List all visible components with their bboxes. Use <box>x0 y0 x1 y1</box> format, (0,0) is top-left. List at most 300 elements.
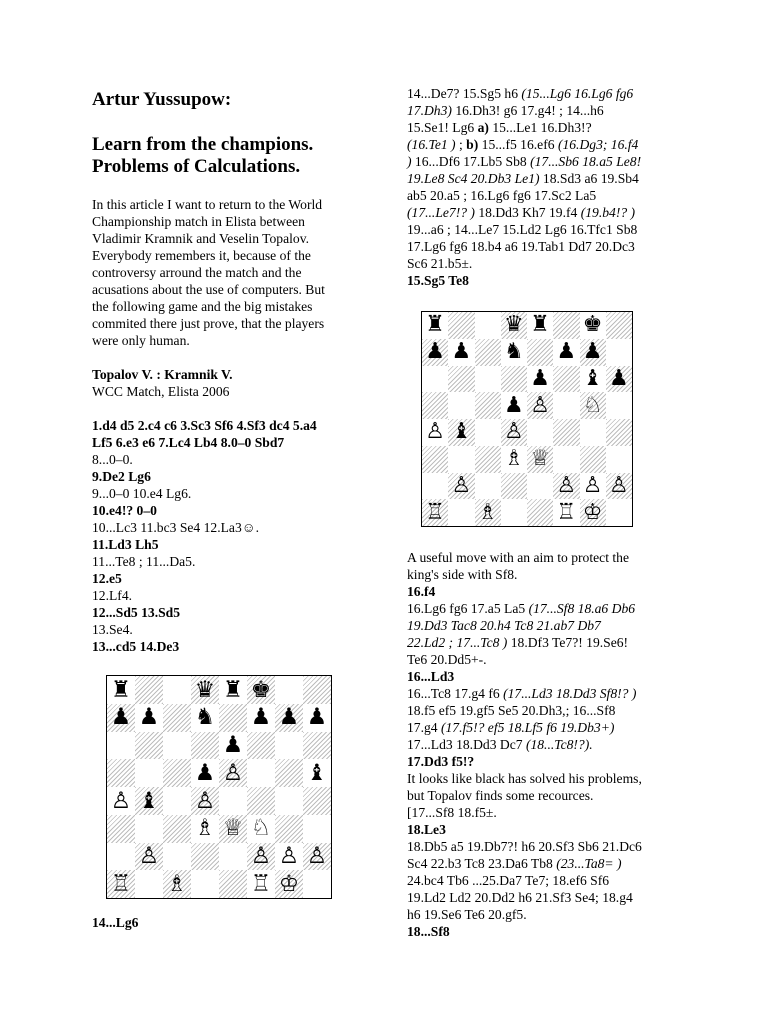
board-square <box>580 499 606 526</box>
white-queen-icon: ♕ <box>530 446 550 472</box>
annotation-line <box>407 153 641 170</box>
move-text-bold: b) <box>466 137 479 152</box>
white-bishop-icon: ♗ <box>166 870 188 897</box>
board-square <box>501 392 527 419</box>
annotation-line <box>407 238 641 255</box>
board-square <box>275 676 303 704</box>
main-move-line: 1.d4 d5 2.c4 c6 3.Sc3 Sf6 4.Sf3 dc4 5.a4 <box>92 418 317 433</box>
move-text-bold: 15.Sg5 Te8 <box>407 273 469 288</box>
board-square <box>219 843 247 871</box>
comment-text: 14...De7? 15.Sg5 h6 <box>407 86 522 101</box>
comment-text: h6 19.Se6 Te6 20.gf5. <box>407 907 527 922</box>
board-square <box>163 843 191 871</box>
annotation-line <box>407 136 641 153</box>
board-square <box>135 732 163 760</box>
white-rook-icon: ♖ <box>556 499 577 525</box>
board-square <box>107 815 135 843</box>
board-square <box>275 759 303 787</box>
comment-text: 16...Tc8 17.g4 f6 <box>407 686 504 701</box>
annotation-line <box>407 872 642 889</box>
author-heading: Artur Yussupow: <box>92 89 232 110</box>
annotation-line <box>407 549 642 566</box>
annotation-line <box>407 255 641 272</box>
board-square <box>107 787 135 815</box>
annotation-line <box>407 583 642 600</box>
board-square <box>247 759 275 787</box>
variation-text-italic: (17.f5!? ef5 18.Lf5 f6 19.Db3+) <box>440 720 615 735</box>
variation-text-italic: (17...Sb6 18.a5 Le8! <box>530 154 642 169</box>
board-square <box>247 676 275 704</box>
board-square <box>553 339 579 366</box>
white-rook-icon: ♖ <box>250 870 272 897</box>
board-square <box>163 787 191 815</box>
black-rook-icon: ♜ <box>530 312 550 338</box>
intro-paragraph <box>92 196 325 349</box>
black-bishop-icon: ♝ <box>582 365 603 391</box>
black-pawn-icon: ♟ <box>278 704 300 731</box>
white-pawn-icon: ♙ <box>530 392 550 418</box>
main-move-line: 11.Ld3 Lh5 <box>92 537 159 552</box>
white-pawn-icon: ♙ <box>110 787 132 814</box>
board-square <box>527 312 553 339</box>
comment-text: 17.g4 <box>407 720 441 735</box>
board-square <box>275 870 303 898</box>
intro-line: Championship match in Elista between <box>92 214 305 229</box>
variation-text-italic: 19.Le8 Sc4 20.Db3 Le1) <box>407 171 540 186</box>
board-square <box>219 815 247 843</box>
board-square <box>475 392 501 419</box>
annotation-line <box>407 600 642 617</box>
board-square <box>501 366 527 393</box>
board-square <box>553 392 579 419</box>
comment-text: 15...f5 16.ef6 <box>478 137 558 152</box>
board-square <box>580 312 606 339</box>
board-square <box>606 446 632 473</box>
chess-board-2 <box>421 311 633 527</box>
white-pawn-icon: ♙ <box>278 843 300 869</box>
board-square <box>580 392 606 419</box>
board-square <box>422 366 448 393</box>
board-square <box>303 759 331 787</box>
board-square <box>422 473 448 500</box>
annotation-line <box>407 855 642 872</box>
variation-line: 10...Lc3 11.bc3 Se4 12.La3☺. <box>92 520 260 535</box>
board-square <box>527 366 553 393</box>
white-rook-icon: ♖ <box>425 499 445 525</box>
variation-text-italic: (23...Ta8= ) <box>556 856 622 871</box>
intro-line: Vladimir Kramnik and Veselin Topalov. <box>92 231 310 246</box>
board-square <box>475 446 501 473</box>
white-king-icon: ♔ <box>278 870 300 897</box>
board-square <box>219 759 247 787</box>
board-square <box>501 419 527 446</box>
board-square <box>475 473 501 500</box>
black-pawn-icon: ♟ <box>222 732 244 758</box>
board-square <box>475 499 501 526</box>
board-square <box>422 419 448 446</box>
variation-text-italic: (17...Sf8 18.a6 Db6 <box>528 601 636 616</box>
variation-text-italic: ) <box>407 154 412 169</box>
white-pawn-icon: ♙ <box>504 419 524 445</box>
variation-line: 13.Se4. <box>92 622 133 637</box>
variation-text-italic: 22.Ld2 ; 17...Tc8 ) <box>407 635 508 650</box>
board-square <box>191 732 219 760</box>
variation-text-italic: (19.b4!? ) <box>580 205 636 220</box>
comment-text: [17...Sf8 18.f5±. <box>407 805 497 820</box>
board-square <box>303 676 331 704</box>
white-bishop-icon: ♗ <box>504 446 524 472</box>
board-square <box>448 446 474 473</box>
white-pawn-icon: ♙ <box>582 472 603 498</box>
game-players: Topalov V. : Kramnik V. <box>92 367 233 382</box>
annotation-block-top <box>407 85 641 289</box>
annotation-line <box>407 617 642 634</box>
board-square <box>303 732 331 760</box>
annotation-line <box>407 221 641 238</box>
board-square <box>553 312 579 339</box>
board-square <box>163 759 191 787</box>
board-square <box>247 787 275 815</box>
comment-text: 15.Se1! Lg6 <box>407 120 478 135</box>
comment-text: ab5 20.a5 ; 16.Lg6 fg6 17.Sc2 La5 <box>407 188 597 203</box>
board-square <box>247 870 275 898</box>
black-queen-icon: ♛ <box>504 312 524 338</box>
main-move-line: 13...cd5 14.De3 <box>92 639 180 654</box>
black-pawn-icon: ♟ <box>556 339 577 365</box>
annotation-line <box>407 804 642 821</box>
annotation-line <box>407 787 642 804</box>
board-square <box>527 499 553 526</box>
black-pawn-icon: ♟ <box>609 365 629 391</box>
comment-text: 16...Df6 17.Lb5 Sb8 <box>411 154 531 169</box>
annotation-line <box>407 651 642 668</box>
move-text-bold: 16...Ld3 <box>407 669 455 684</box>
variation-text-italic: 17.Dh3) <box>407 103 452 118</box>
board-square <box>219 870 247 898</box>
move-text-bold: 17.Dd3 f5!? <box>407 754 475 769</box>
variation-text-italic: (16.Dg3; 16.f4 <box>557 137 639 152</box>
comment-text: 19.Ld2 Ld2 20.Dd2 h6 21.Sf3 Se4; 18.g4 <box>407 890 633 905</box>
board-square <box>163 704 191 732</box>
board-square <box>247 843 275 871</box>
comment-text: 18.f5 ef5 19.gf5 Se5 20.Dh3,; 16...Sf8 <box>407 703 616 718</box>
board-square <box>422 312 448 339</box>
board-square <box>422 446 448 473</box>
main-move-line: Lf5 6.e3 e6 7.Lc4 Lb4 8.0–0 Sbd7 <box>92 435 285 450</box>
board-square <box>219 676 247 704</box>
black-bishop-icon: ♝ <box>451 419 472 445</box>
annotation-line <box>407 770 642 787</box>
black-bishop-icon: ♝ <box>306 759 328 786</box>
move-text-bold: a) <box>477 120 489 135</box>
variation-text-italic: 19.Dd3 Tac8 20.h4 Tc8 21.ab7 Db7 <box>407 618 601 633</box>
white-pawn-icon: ♙ <box>222 759 244 786</box>
board-square <box>191 870 219 898</box>
board-square <box>553 446 579 473</box>
board-square <box>247 704 275 732</box>
main-move-line: 12.e5 <box>92 571 122 586</box>
comment-text: It looks like black has solved his problems, <box>407 771 642 786</box>
board-square <box>422 499 448 526</box>
variation-text-italic: (16.Te1 ) <box>407 137 456 152</box>
black-knight-icon: ♞ <box>194 704 216 731</box>
board-square <box>606 419 632 446</box>
white-rook-icon: ♖ <box>110 870 132 897</box>
comment-text: 18.Dd3 Kh7 19.f4 <box>474 205 581 220</box>
board-square <box>163 815 191 843</box>
white-pawn-icon: ♙ <box>425 419 445 445</box>
game-event: WCC Match, Elista 2006 <box>92 384 230 399</box>
variation-line: 8...0–0. <box>92 452 133 467</box>
board-square <box>501 312 527 339</box>
board-square <box>606 499 632 526</box>
black-knight-icon: ♞ <box>504 339 524 365</box>
black-pawn-icon: ♟ <box>110 704 132 731</box>
board-square <box>475 312 501 339</box>
main-move-line: 12...Sd5 13.Sd5 <box>92 605 181 620</box>
white-knight-icon: ♘ <box>582 392 603 418</box>
comment-text: 17...Ld3 18.Dd3 Dc7 <box>407 737 526 752</box>
black-rook-icon: ♜ <box>425 312 445 338</box>
black-king-icon: ♚ <box>250 676 272 703</box>
comment-text: 24.bc4 Tb6 ...25.Da7 Te7; 18.ef6 Sf6 <box>407 873 610 888</box>
board-square <box>107 704 135 732</box>
annotation-line <box>407 187 641 204</box>
move-list-left <box>92 417 317 655</box>
board-square <box>448 473 474 500</box>
annotation-line <box>407 85 641 102</box>
annotation-line <box>407 753 642 770</box>
black-pawn-icon: ♟ <box>194 759 216 786</box>
board-square <box>448 312 474 339</box>
board-square <box>191 815 219 843</box>
main-move-line: 9.De2 Lg6 <box>92 469 151 484</box>
comment-text: 18.Sd3 a6 19.Sb4 <box>539 171 639 186</box>
black-bishop-icon: ♝ <box>138 787 160 814</box>
board-square <box>527 419 553 446</box>
board-square <box>163 870 191 898</box>
board-square <box>135 759 163 787</box>
board-square <box>527 473 553 500</box>
intro-line: commited there just prove, that the players <box>92 316 325 331</box>
board-square <box>580 419 606 446</box>
board-square <box>275 787 303 815</box>
black-pawn-icon: ♟ <box>138 704 160 731</box>
black-pawn-icon: ♟ <box>504 392 524 418</box>
variation-text-italic: (15...Lg6 16.Lg6 fg6 <box>521 86 634 101</box>
intro-line: the following game and the big mistakes <box>92 299 313 314</box>
board-square <box>275 704 303 732</box>
board-square <box>422 392 448 419</box>
black-king-icon: ♚ <box>582 312 603 338</box>
board-square <box>135 676 163 704</box>
board-square <box>580 366 606 393</box>
board-square <box>606 312 632 339</box>
board-square <box>303 787 331 815</box>
board-square <box>191 787 219 815</box>
board-square <box>501 339 527 366</box>
comment-text: ; <box>455 137 467 152</box>
board-square <box>107 759 135 787</box>
board-square <box>606 339 632 366</box>
white-pawn-icon: ♙ <box>556 472 577 498</box>
board-square <box>422 339 448 366</box>
black-pawn-icon: ♟ <box>250 704 272 731</box>
move-text-bold: 18...Sf8 <box>407 924 450 939</box>
annotation-line <box>407 102 641 119</box>
board-square <box>580 446 606 473</box>
board-square <box>606 366 632 393</box>
board-square <box>191 843 219 871</box>
board-square <box>247 815 275 843</box>
board-square <box>191 676 219 704</box>
comment-text: 17.Lg6 fg6 18.b4 a6 19.Tab1 Dd7 20.Dc3 <box>407 239 635 254</box>
annotation-line <box>407 566 642 583</box>
intro-line: In this article I want to return to the World <box>92 197 323 212</box>
comment-text: king's side with Sf8. <box>407 567 518 582</box>
board-square <box>606 392 632 419</box>
intro-line: acusations about the use of computers. But <box>92 282 325 297</box>
annotation-line <box>407 906 642 923</box>
black-queen-icon: ♛ <box>194 676 216 703</box>
article-title-line-1: Learn from the champions. <box>92 134 314 155</box>
board-square <box>448 499 474 526</box>
board-square <box>448 339 474 366</box>
intro-line: controversy arround the match and the <box>92 265 302 280</box>
move-text-bold: 18.Le3 <box>407 822 446 837</box>
intro-line: were only human. <box>92 333 190 348</box>
board-square <box>553 499 579 526</box>
board-square <box>501 446 527 473</box>
white-bishop-icon: ♗ <box>477 499 498 525</box>
annotation-line <box>407 923 642 940</box>
annotation-line <box>407 719 642 736</box>
black-pawn-icon: ♟ <box>451 339 472 365</box>
annotation-line <box>407 272 641 289</box>
board-square <box>163 676 191 704</box>
board-square <box>501 499 527 526</box>
comment-text: Te6 20.Dd5+-. <box>407 652 487 667</box>
chess-board-1 <box>106 675 332 899</box>
board-square <box>107 732 135 760</box>
white-knight-icon: ♘ <box>250 815 272 842</box>
comment-text: 18.Db5 a5 19.Db7?! h6 20.Sf3 Sb6 21.Dc6 <box>407 839 642 854</box>
annotation-line <box>407 170 641 187</box>
white-pawn-icon: ♙ <box>306 843 328 869</box>
board-square <box>553 366 579 393</box>
board-square <box>135 815 163 843</box>
variation-text-italic: (18...Tc8!?). <box>525 737 593 752</box>
board-square <box>107 870 135 898</box>
board-square <box>553 419 579 446</box>
white-pawn-icon: ♙ <box>194 787 216 814</box>
annotation-line <box>407 668 642 685</box>
board-square <box>475 366 501 393</box>
annotation-line <box>407 838 642 855</box>
comment-text: Sc4 22.b3 Tc8 23.Da6 Tb8 <box>407 856 557 871</box>
board-square <box>527 392 553 419</box>
board-square <box>527 339 553 366</box>
white-pawn-icon: ♙ <box>451 472 472 498</box>
board-square <box>580 339 606 366</box>
board-square <box>580 473 606 500</box>
board-square <box>135 704 163 732</box>
black-pawn-icon: ♟ <box>425 339 445 365</box>
annotation-block-bottom <box>407 549 642 940</box>
main-move-line: 10.e4!? 0–0 <box>92 503 157 518</box>
annotation-line <box>407 634 642 651</box>
variation-line: 11...Te8 ; 11...Da5. <box>92 554 196 569</box>
board-square <box>553 473 579 500</box>
board-square <box>448 366 474 393</box>
black-rook-icon: ♜ <box>222 676 244 703</box>
annotation-line <box>407 204 641 221</box>
comment-text: Sc6 21.b5±. <box>407 256 473 271</box>
board-square <box>219 704 247 732</box>
board-square <box>448 419 474 446</box>
variation-line: 12.Lf4. <box>92 588 133 603</box>
board-square <box>475 339 501 366</box>
board-square <box>219 732 247 760</box>
board-square <box>527 446 553 473</box>
board-square <box>135 843 163 871</box>
comment-text: 16.Dh3! g6 17.g4! ; 14...h6 <box>451 103 604 118</box>
board-square <box>135 870 163 898</box>
article-title-line-2: Problems of Calculations. <box>92 156 301 177</box>
board-square <box>191 759 219 787</box>
white-pawn-icon: ♙ <box>250 843 272 869</box>
white-pawn-icon: ♙ <box>609 472 629 498</box>
board-square <box>475 419 501 446</box>
comment-text: but Topalov finds some recources. <box>407 788 594 803</box>
white-bishop-icon: ♗ <box>194 815 216 842</box>
board-square <box>275 843 303 871</box>
board-square <box>448 392 474 419</box>
board-square <box>303 815 331 843</box>
annotation-line <box>407 702 642 719</box>
board-square <box>275 815 303 843</box>
intro-line: Everybody remembers it, because of the <box>92 248 311 263</box>
board-square <box>163 732 191 760</box>
white-pawn-icon: ♙ <box>138 843 160 869</box>
variation-text-italic: (17...Le7!? ) <box>407 205 475 220</box>
board-square <box>303 704 331 732</box>
black-rook-icon: ♜ <box>110 676 132 703</box>
board-square <box>303 843 331 871</box>
comment-text: 19...a6 ; 14...Le7 15.Ld2 Lg6 16.Tfc1 Sb8 <box>407 222 638 237</box>
move-text-bold: 16.f4 <box>407 584 436 599</box>
board-square <box>135 787 163 815</box>
board-square <box>107 843 135 871</box>
board-square <box>107 676 135 704</box>
annotation-line <box>407 685 642 702</box>
move-14-lg6: 14...Lg6 <box>92 915 139 930</box>
board-square <box>191 704 219 732</box>
annotation-line <box>407 119 641 136</box>
comment-text: 18.Df3 Te7?! 19.Se6! <box>507 635 629 650</box>
black-pawn-icon: ♟ <box>306 704 328 731</box>
board-square <box>501 473 527 500</box>
annotation-line <box>407 821 642 838</box>
board-square <box>247 732 275 760</box>
board-square <box>219 787 247 815</box>
white-king-icon: ♔ <box>582 499 603 525</box>
variation-line: 9...0–0 10.e4 Lg6. <box>92 486 192 501</box>
board-square <box>275 732 303 760</box>
comment-text: 16.Lg6 fg6 17.a5 La5 <box>407 601 529 616</box>
annotation-line <box>407 736 642 753</box>
annotation-line <box>407 889 642 906</box>
